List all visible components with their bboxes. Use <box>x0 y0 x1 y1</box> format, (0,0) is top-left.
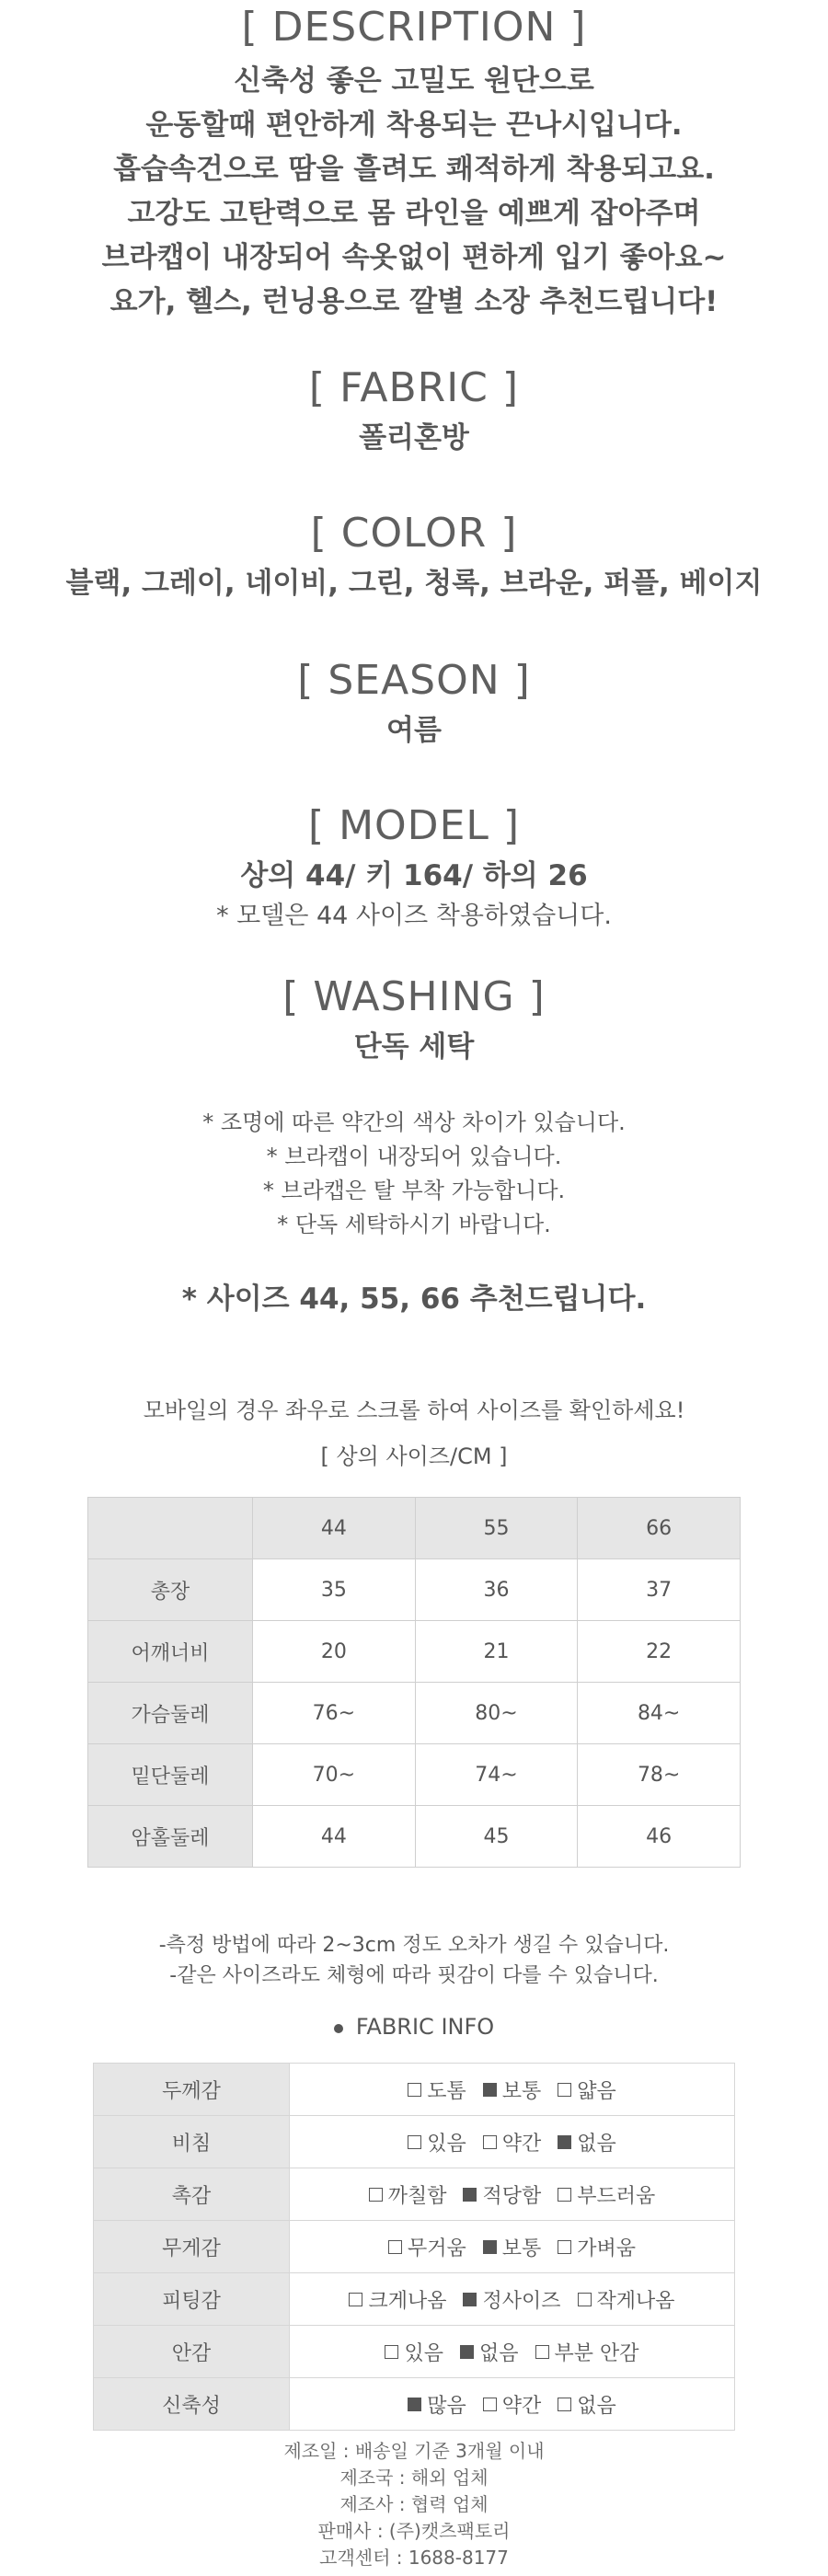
washing-title: [ WASHING ] <box>282 973 546 1020</box>
fabric-info-label: 비침 <box>94 2116 290 2168</box>
checked-box-icon <box>483 2240 497 2254</box>
fabric-info-row <box>94 2064 735 2116</box>
checked-box-icon <box>460 2345 474 2359</box>
description-line: 흡습속건으로 땀을 흘려도 쾌적하게 착용되고요. <box>113 153 715 186</box>
row-label: 총장 <box>88 1559 253 1621</box>
table-row <box>88 1806 741 1868</box>
description-line: 신축성 좋은 고밀도 원단으로 <box>234 64 594 98</box>
color-value: 블랙, 그레이, 네이비, 그린, 청록, 브라운, 퍼플, 베이지 <box>65 567 763 600</box>
fabric-info-row <box>94 2273 735 2326</box>
fabric-option <box>483 2233 542 2261</box>
table-header-row <box>88 1498 741 1559</box>
footer-line: 제조일 : 배송일 기준 3개월 이내 <box>283 2440 545 2462</box>
washing-value: 단독 세탁 <box>353 1030 475 1064</box>
measure-notes <box>0 1930 828 1991</box>
fabric-option <box>558 2233 636 2261</box>
description-section <box>0 2 828 324</box>
unchecked-box-icon <box>369 2188 383 2202</box>
fabric-option <box>408 2076 466 2104</box>
table-cell: 21 <box>415 1621 578 1683</box>
table-row <box>88 1683 741 1744</box>
unchecked-box-icon <box>408 2083 421 2097</box>
description-line: 요가, 헬스, 런닝용으로 깔별 소장 추천드립니다! <box>109 285 719 318</box>
measure-note-line: -측정 방법에 따라 2~3cm 정도 오차가 생길 수 있습니다. <box>158 1934 670 1957</box>
season-section <box>0 655 828 753</box>
fabric-option-label: 얇음 <box>577 2079 616 2103</box>
fabric-option <box>463 2285 560 2314</box>
size-table <box>87 1497 741 1868</box>
unchecked-box-icon <box>558 2083 571 2097</box>
fabric-option <box>349 2285 446 2314</box>
fabric-info-row <box>94 2378 735 2431</box>
size-table-title-text: [ 상의 사이즈/CM ] <box>320 1443 508 1469</box>
fabric-option <box>460 2338 519 2366</box>
unchecked-box-icon <box>558 2398 571 2411</box>
note-line: * 브라캡은 탈 부착 가능합니다. <box>262 1178 566 1203</box>
note-line: * 브라캡이 내장되어 있습니다. <box>266 1144 562 1169</box>
fabric-info-title: FABRIC INFO <box>355 2014 495 2040</box>
footer <box>0 2438 828 2571</box>
fabric-option-label: 있음 <box>427 2132 466 2156</box>
table-cell: 70~ <box>253 1744 416 1806</box>
model-value: 상의 44/ 키 164/ 하의 26 <box>240 859 588 892</box>
fabric-info-options <box>290 2326 735 2378</box>
fabric-option-label: 가벼움 <box>577 2237 637 2260</box>
fabric-info-label: 두께감 <box>94 2064 290 2116</box>
unchecked-box-icon <box>535 2345 549 2359</box>
fabric-option-label: 정사이즈 <box>482 2289 561 2313</box>
fabric-option-label: 없음 <box>577 2394 616 2418</box>
fabric-option <box>558 2076 616 2104</box>
checked-box-icon <box>408 2398 421 2411</box>
fabric-option-label: 없음 <box>478 2341 519 2365</box>
unchecked-box-icon <box>408 2135 421 2149</box>
checked-box-icon <box>558 2135 571 2149</box>
fabric-option <box>558 2128 616 2156</box>
fabric-info-options <box>290 2221 735 2273</box>
checked-box-icon <box>483 2083 497 2097</box>
table-cell: 35 <box>253 1559 416 1621</box>
note-line: * 단독 세탁하시기 바랍니다. <box>277 1212 551 1237</box>
table-cell: 22 <box>578 1621 741 1683</box>
fabric-option-label: 크게나옴 <box>368 2289 447 2313</box>
fabric-info-label: 피팅감 <box>94 2273 290 2326</box>
table-cell: 44 <box>253 1806 416 1868</box>
table-corner-cell <box>88 1498 253 1559</box>
description-line: 운동할때 편안하게 착용되는 끈나시입니다. <box>145 109 683 142</box>
fabric-option <box>388 2233 466 2261</box>
fabric-option-label: 까칠함 <box>387 2184 447 2208</box>
fabric-option-label: 도톰 <box>427 2079 466 2103</box>
unchecked-box-icon <box>388 2240 402 2254</box>
color-title: [ COLOR ] <box>310 510 518 557</box>
fabric-option <box>463 2180 541 2209</box>
fabric-option-label: 약간 <box>501 2394 542 2418</box>
table-cell: 78~ <box>578 1744 741 1806</box>
season-title: [ SEASON ] <box>297 657 531 704</box>
fabric-info-label: 신축성 <box>94 2378 290 2431</box>
fabric-info-label: 촉감 <box>94 2168 290 2221</box>
fabric-option <box>558 2180 655 2209</box>
fabric-info-options <box>290 2064 735 2116</box>
unchecked-box-icon <box>558 2240 571 2254</box>
table-cell: 20 <box>253 1621 416 1683</box>
fabric-info-options <box>290 2273 735 2326</box>
unchecked-box-icon <box>578 2293 592 2306</box>
fabric-value: 폴리혼방 <box>359 421 469 454</box>
size-recommend-text: * 사이즈 44, 55, 66 추천드립니다. <box>181 1282 647 1316</box>
unchecked-box-icon <box>483 2135 497 2149</box>
footer-line: 제조국 : 해외 업체 <box>339 2467 489 2489</box>
fabric-option <box>483 2128 542 2156</box>
fabric-option <box>578 2285 675 2314</box>
size-col-header: 44 <box>253 1498 416 1559</box>
fabric-option <box>483 2390 542 2419</box>
unchecked-box-icon <box>385 2345 398 2359</box>
fabric-section <box>0 362 828 460</box>
fabric-info-table <box>93 2063 735 2431</box>
fabric-option <box>408 2128 466 2156</box>
mobile-hint-text: 모바일의 경우 좌우로 스크롤 하여 사이즈를 확인하세요! <box>143 1397 685 1423</box>
fabric-option-label: 약간 <box>501 2132 542 2156</box>
row-label: 암홀둘레 <box>88 1806 253 1868</box>
fabric-option-label: 보통 <box>501 2079 542 2103</box>
washing-section <box>0 972 828 1069</box>
footer-line: 제조사 : 협력 업체 <box>339 2493 489 2515</box>
table-cell: 46 <box>578 1806 741 1868</box>
row-label: 어깨너비 <box>88 1621 253 1683</box>
row-label: 밑단둘레 <box>88 1744 253 1806</box>
fabric-info-options <box>290 2378 735 2431</box>
table-cell: 74~ <box>415 1744 578 1806</box>
fabric-info-row <box>94 2221 735 2273</box>
bullet-icon <box>334 2024 343 2033</box>
table-cell: 76~ <box>253 1683 416 1744</box>
color-section <box>0 508 828 605</box>
unchecked-box-icon <box>558 2188 571 2202</box>
model-note: * 모델은 44 사이즈 착용하였습니다. <box>216 902 612 930</box>
description-line: 고강도 고탄력으로 몸 라인을 예쁘게 잡아주며 <box>127 197 701 230</box>
fabric-option-label: 있음 <box>404 2341 443 2365</box>
unchecked-box-icon <box>483 2398 497 2411</box>
fabric-info-row <box>94 2326 735 2378</box>
description-lines <box>0 59 828 324</box>
checked-box-icon <box>463 2188 477 2202</box>
footer-line: 고객센터 : 1688-8177 <box>319 2547 509 2569</box>
fabric-option <box>385 2338 443 2366</box>
measure-note-line: -같은 사이즈라도 체형에 따라 핏감이 다를 수 있습니다. <box>169 1964 659 1987</box>
fabric-option-label: 적당함 <box>482 2184 542 2208</box>
note-line: * 조명에 따른 약간의 색상 차이가 있습니다. <box>202 1110 626 1135</box>
fabric-info-heading <box>0 2009 828 2044</box>
fabric-option <box>483 2076 542 2104</box>
fabric-title: [ FABRIC ] <box>308 364 520 411</box>
model-section <box>0 800 828 935</box>
fabric-option <box>535 2338 639 2366</box>
fabric-option-label: 보통 <box>501 2237 542 2260</box>
table-row <box>88 1621 741 1683</box>
season-value: 여름 <box>386 714 442 747</box>
size-col-header: 55 <box>415 1498 578 1559</box>
notes-section <box>0 1106 828 1242</box>
table-row <box>88 1744 741 1806</box>
fabric-option-label: 부분 안감 <box>554 2341 639 2365</box>
fabric-option <box>408 2390 466 2419</box>
table-cell: 80~ <box>415 1683 578 1744</box>
fabric-info-row <box>94 2116 735 2168</box>
table-cell: 36 <box>415 1559 578 1621</box>
size-table-title <box>0 1439 828 1474</box>
fabric-option-label: 많음 <box>427 2394 466 2418</box>
table-cell: 84~ <box>578 1683 741 1744</box>
table-row <box>88 1559 741 1621</box>
fabric-option-label: 없음 <box>577 2132 616 2156</box>
fabric-option-label: 부드러움 <box>577 2184 656 2208</box>
fabric-option <box>369 2180 447 2209</box>
fabric-info-label: 무게감 <box>94 2221 290 2273</box>
fabric-info-label: 안감 <box>94 2326 290 2378</box>
fabric-option <box>558 2390 616 2419</box>
size-col-header: 66 <box>578 1498 741 1559</box>
fabric-info-row <box>94 2168 735 2221</box>
fabric-option-label: 무거움 <box>407 2237 466 2260</box>
model-title: [ MODEL ] <box>307 802 521 849</box>
unchecked-box-icon <box>349 2293 362 2306</box>
fabric-option-label: 작게나옴 <box>596 2289 675 2313</box>
mobile-hint <box>0 1393 828 1428</box>
fabric-info-options <box>290 2168 735 2221</box>
footer-line: 판매사 : (주)캣츠팩토리 <box>317 2520 511 2542</box>
fabric-info-options <box>290 2116 735 2168</box>
row-label: 가슴둘레 <box>88 1683 253 1744</box>
checked-box-icon <box>463 2293 477 2306</box>
size-recommend <box>0 1277 828 1321</box>
description-line: 브라캡이 내장되어 속옷없이 편하게 입기 좋아요~ <box>101 241 727 274</box>
description-title: [ DESCRIPTION ] <box>241 4 587 51</box>
table-cell: 45 <box>415 1806 578 1868</box>
table-cell: 37 <box>578 1559 741 1621</box>
